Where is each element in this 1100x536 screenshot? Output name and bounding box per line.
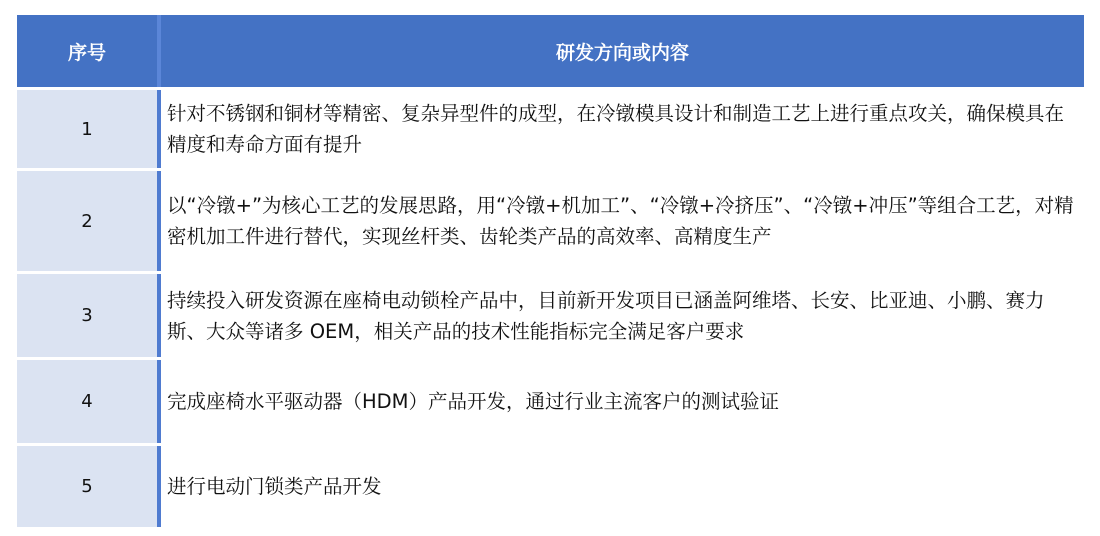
table-header-row <box>17 15 1084 87</box>
row-content: 进行电动门锁类产品开发 <box>161 446 1084 527</box>
row-content: 以“冷镦+”为核心工艺的发展思路，用“冷镦+机加工”、“冷镦+冷挤压”、“冷镦+冲压”等组合工艺，对精密机加工件进行替代，实现丝杆类、齿轮类产品的高效率、高精度生产 <box>161 171 1084 271</box>
row-serial-number: 2 <box>81 210 93 232</box>
row-content: 针对不锈钢和铜材等精密、复杂异型件的成型，在冷镦模具设计和制造工艺上进行重点攻关，确保模具在精度和寿命方面有提升 <box>161 90 1084 168</box>
table-row <box>17 168 1084 271</box>
row-content: 完成座椅水平驱动器（HDM）产品开发，通过行业主流客户的测试验证 <box>161 360 1084 443</box>
header-rd-content: 研发方向或内容 <box>555 41 689 64</box>
row-serial-number: 1 <box>81 118 93 140</box>
row-serial-number: 4 <box>81 391 93 412</box>
header-serial-number: 序号 <box>67 41 106 64</box>
table-row <box>17 87 1084 168</box>
row-serial-number: 5 <box>81 476 93 497</box>
table-row <box>17 357 1084 443</box>
row-serial-number: 3 <box>81 305 93 326</box>
table-row <box>17 443 1084 527</box>
row-content: 持续投入研发资源在座椅电动锁栓产品中，目前新开发项目已涵盖阿维塔、长安、比亚迪、小鹏、赛力斯、大众等诸多 OEM，相关产品的技术性能指标完全满足客户要求 <box>161 274 1084 357</box>
rd-direction-table <box>17 15 1084 523</box>
table-row <box>17 271 1084 357</box>
